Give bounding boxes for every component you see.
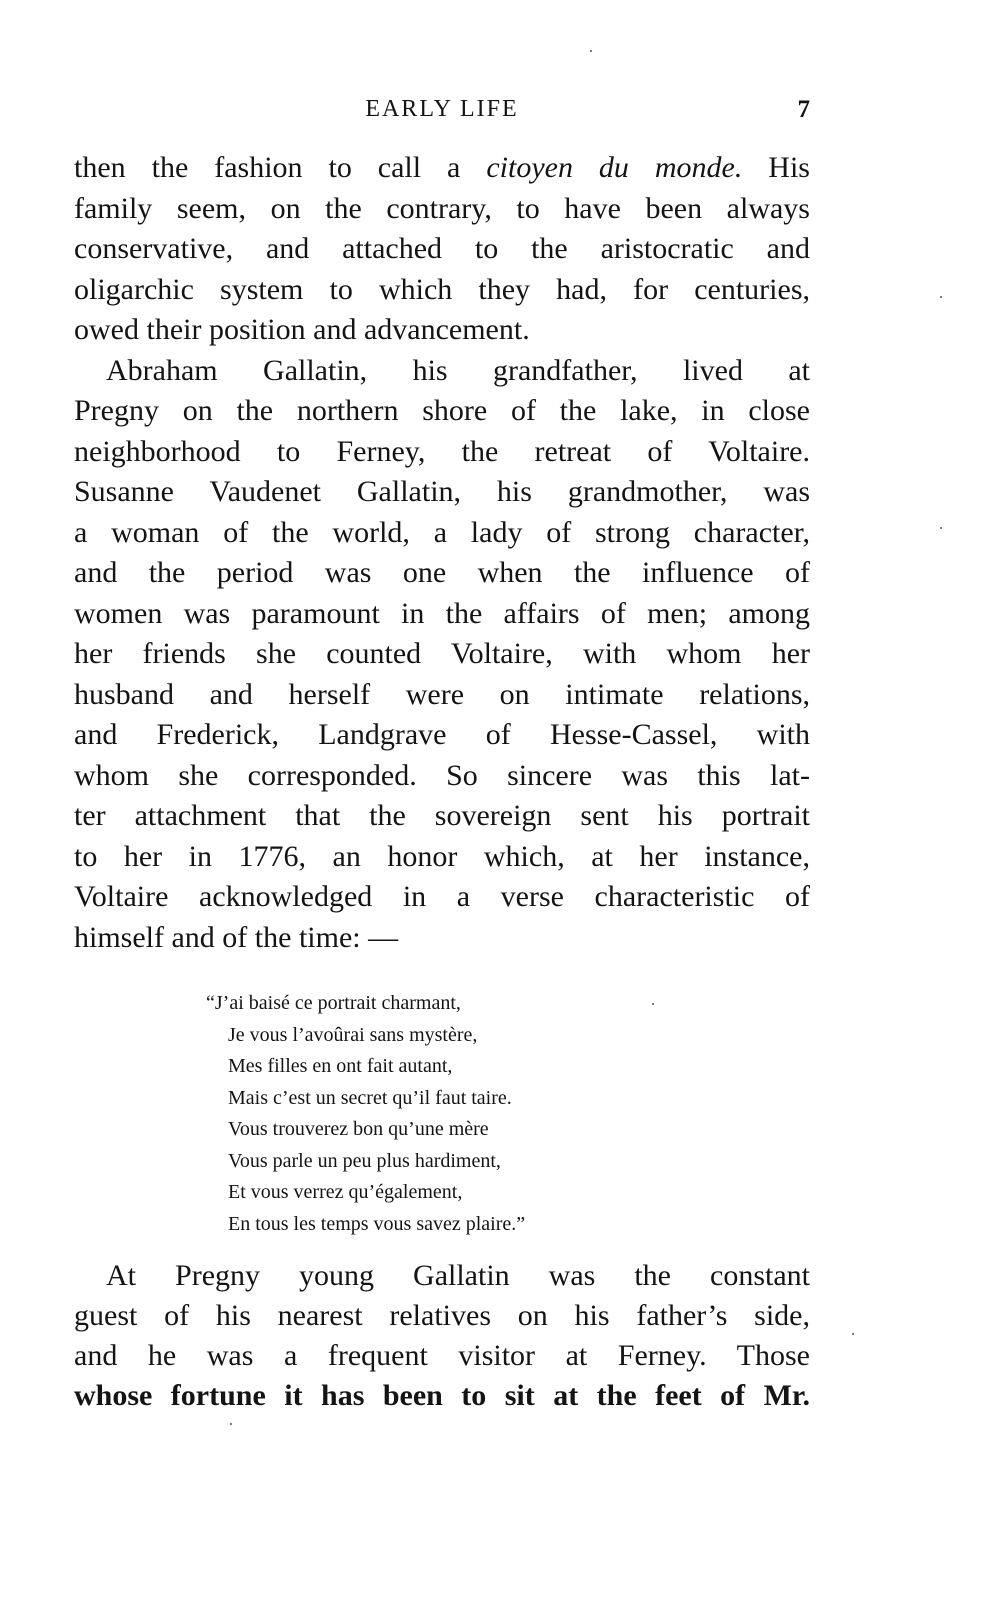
text-line: At Pregny young Gallatin was the constant [106,1259,810,1292]
verse-line: Mes filles en ont fait autant, [228,1055,453,1077]
text-line: then the fashion to call a citoyen du monde. His [74,151,810,184]
text-line: guest of his nearest relatives on his father’s side, [74,1299,810,1332]
scan-speck [590,50,592,52]
scan-speck [940,296,942,298]
text-line: himself and of the time: — [74,920,399,954]
text-line: and he was a frequent visitor at Ferney. Those [74,1339,810,1372]
text-line: conservative, and attached to the aristocratic and [74,232,810,265]
verse-quotation [206,988,525,1240]
main-text [74,148,810,958]
text-line: and Frederick, Landgrave of Hesse-Cassel, with [74,718,810,751]
text-line: Voltaire acknowledged in a verse characteristic of [74,880,810,913]
text-line: family seem, on the contrary, to have been always [74,191,810,225]
scan-speck [230,1423,232,1425]
text-line: owed their position and advancement. [74,313,530,346]
text-line: ter attachment that the sovereign sent his portrait [74,799,810,832]
verse-line: Mais c’est un secret qu’il faut taire. [228,1086,512,1109]
text-line: whom she corresponded. So sincere was this lat- [74,758,810,792]
text-line: and the period was one when the influence of [74,556,810,589]
verse-line: En tous les temps vous savez plaire.” [228,1212,526,1235]
scan-speck [652,1003,654,1005]
text-line: husband and herself were on intimate relations, [74,677,810,711]
text-line: a woman of the world, a lady of strong character, [74,515,810,549]
verse-line: Vous parle un peu plus hardiment, [228,1149,501,1172]
scan-speck [852,1333,854,1335]
text-line: Susanne Vaudenet Gallatin, his grandmother, was [74,475,810,508]
text-line: neighborhood to Ferney, the retreat of Voltaire. [74,434,810,468]
text-line: to her in 1776, an honor which, at her instance, [74,839,810,873]
verse-line: Et vous verrez qu’également, [228,1181,463,1203]
text-line: Pregny on the northern shore of the lake, in close [74,394,810,427]
verse-line: Je vous l’avoûrai sans mystère, [228,1023,478,1046]
verse-line: Vous trouverez bon qu’une mère [228,1118,489,1140]
text-line: her friends she counted Voltaire, with whom her [74,637,810,670]
text-line: women was paramount in the affairs of men; among [74,596,810,630]
text-line: whose fortune it has been to sit at the feet of Mr. [74,1379,810,1412]
running-head [74,96,810,130]
scan-speck [940,527,942,529]
running-title: EARLY LIFE [365,96,519,122]
page-number: 7 [797,96,810,123]
continuing-text [74,1256,810,1416]
text-line: Abraham Gallatin, his grandfather, lived at [106,353,810,387]
text-line: oligarchic system to which they had, for centuries, [74,272,810,306]
verse-line: “J’ai baisé ce portrait charmant, [206,992,461,1014]
italic-phrase: citoyen du monde. [486,151,743,184]
